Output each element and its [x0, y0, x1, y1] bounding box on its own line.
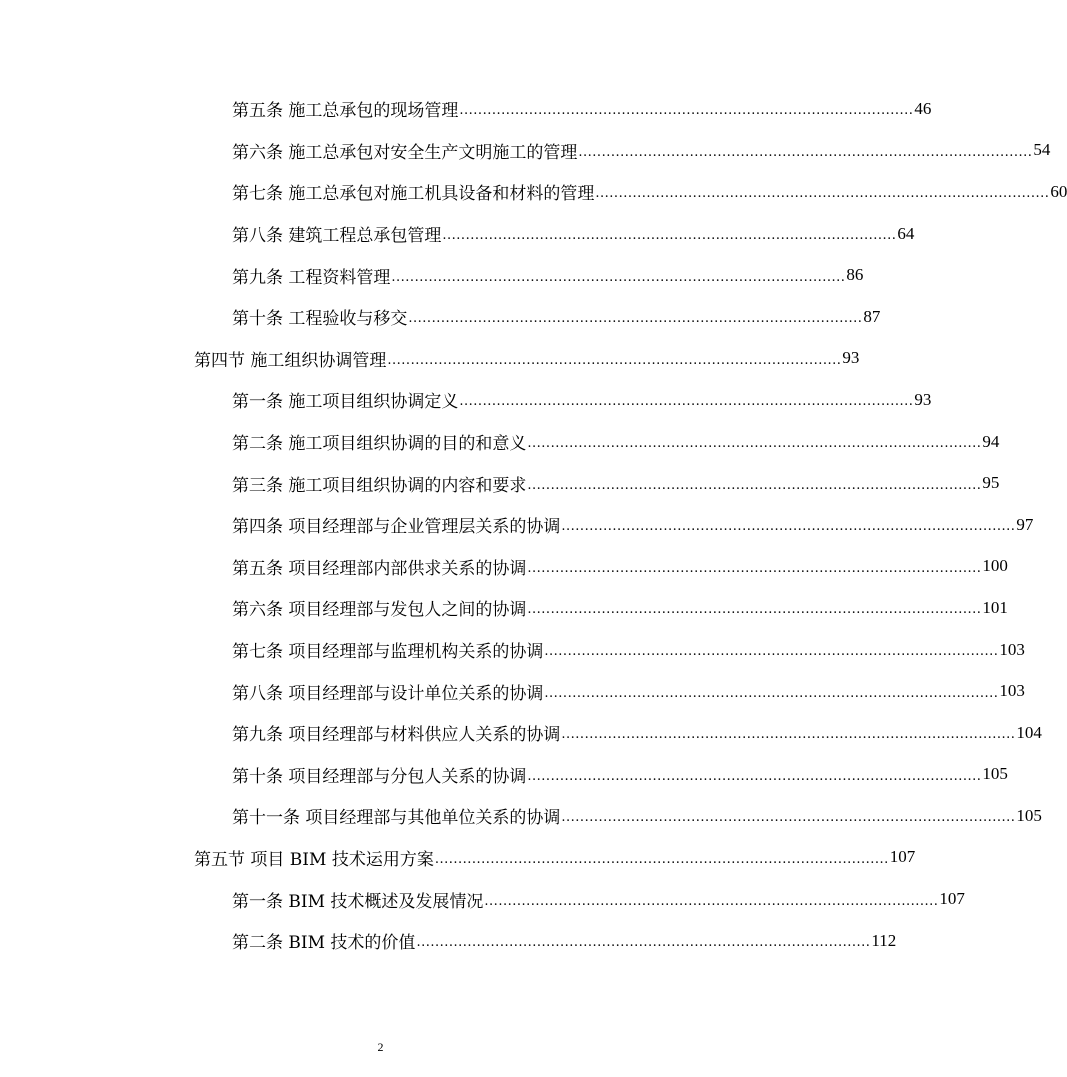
toc-entry[interactable]	[0, 254, 864, 296]
toc-entry[interactable]	[0, 629, 1025, 671]
dot-leader: ..................................................................................................	[459, 103, 914, 119]
toc-entry-title: 第十条 工程验收与移交	[232, 309, 408, 330]
dot-leader: ..................................................................................................	[527, 477, 982, 493]
toc-entry-page: 103	[999, 681, 1025, 701]
toc-entry-title: 第三条 施工项目组织协调的内容和要求	[232, 475, 527, 496]
toc-entry-page: 54	[1033, 140, 1051, 160]
toc-section-entry[interactable]	[0, 837, 916, 879]
toc-entry-title: 第八条 建筑工程总承包管理	[232, 226, 442, 247]
toc-entry-page: 107	[889, 847, 916, 867]
toc-entry-title: 第二条 施工项目组织协调的目的和意义	[232, 434, 527, 455]
toc-entry-title: 第十一条 项目经理部与其他单位关系的协调	[232, 808, 561, 829]
toc-entry-title: 第六条 项目经理部与发包人之间的协调	[232, 600, 527, 621]
toc-entry-page: 93	[842, 348, 860, 368]
toc-entry[interactable]	[0, 462, 1000, 504]
toc-entry-page: 107	[939, 889, 965, 909]
toc-entry-page: 100	[982, 556, 1008, 576]
toc-entry[interactable]	[0, 130, 1051, 172]
toc-entry-title: 第二条 BIM 技术的价值	[232, 933, 416, 954]
toc-entry-page: 105	[1016, 805, 1042, 825]
dot-leader: ..................................................................................................	[578, 144, 1033, 160]
toc-entry-page: 101	[982, 597, 1008, 617]
toc-entry-page: 60	[1050, 181, 1067, 201]
toc-entry-title: 第九条 工程资料管理	[232, 267, 391, 288]
toc-entry-page: 97	[1016, 514, 1034, 534]
toc-entry-title: 第六条 施工总承包对安全生产文明施工的管理	[232, 142, 578, 163]
toc-entry-page: 93	[914, 389, 932, 409]
toc-entry-page: 104	[1016, 722, 1042, 742]
dot-leader: ..................................................................................................	[544, 685, 999, 701]
toc-entry-title: 第一条 施工项目组织协调定义	[232, 392, 459, 413]
toc-entry-title: 第十条 项目经理部与分包人关系的协调	[232, 766, 527, 787]
page-number: 2	[377, 1040, 384, 1054]
toc-entry[interactable]	[0, 88, 932, 130]
toc-entry[interactable]	[0, 587, 1008, 629]
toc-entry[interactable]	[0, 754, 1008, 796]
toc-entry-page: 105	[982, 764, 1008, 784]
table-of-contents	[0, 88, 1067, 961]
dot-leader: ..................................................................................................	[527, 560, 982, 576]
toc-entry-title: 第四节 施工组织协调管理	[194, 350, 387, 371]
dot-leader: ..................................................................................................	[595, 186, 1050, 202]
dot-leader: ..................................................................................................	[416, 935, 871, 951]
dot-leader: ..................................................................................................	[561, 727, 1016, 743]
dot-leader: ..................................................................................................	[387, 352, 842, 368]
dot-leader: ..................................................................................................	[561, 810, 1016, 826]
toc-entry[interactable]	[0, 379, 932, 421]
dot-leader: ..................................................................................................	[408, 311, 863, 327]
toc-entry[interactable]	[0, 213, 915, 255]
toc-entry-title: 第七条 项目经理部与监理机构关系的协调	[232, 642, 544, 663]
toc-entry-page: 103	[999, 639, 1025, 659]
toc-entry-title: 第五条 施工总承包的现场管理	[232, 101, 459, 122]
toc-entry-page: 64	[897, 223, 915, 243]
toc-entry-title: 第八条 项目经理部与设计单位关系的协调	[232, 683, 544, 704]
toc-entry-page: 95	[982, 473, 1000, 493]
toc-entry[interactable]	[0, 920, 897, 962]
dot-leader: ..................................................................................................	[442, 228, 897, 244]
toc-entry[interactable]	[0, 670, 1025, 712]
toc-entry[interactable]	[0, 296, 881, 338]
dot-leader: ..................................................................................................	[527, 436, 982, 452]
toc-entry[interactable]	[0, 712, 1042, 754]
dot-leader: ..................................................................................................	[484, 893, 939, 909]
dot-leader: ..................................................................................................	[561, 519, 1016, 535]
dot-leader: ..................................................................................................	[391, 269, 846, 285]
toc-entry-title: 第五节 项目 BIM 技术运用方案	[194, 849, 434, 870]
toc-entry[interactable]	[0, 421, 1000, 463]
toc-entry-page: 86	[846, 265, 864, 285]
toc-entry[interactable]	[0, 546, 1008, 588]
toc-entry-page: 94	[982, 431, 1000, 451]
toc-entry-title: 第五条 项目经理部内部供求关系的协调	[232, 558, 527, 579]
toc-entry[interactable]	[0, 878, 965, 920]
toc-entry[interactable]	[0, 504, 1034, 546]
dot-leader: ..................................................................................................	[527, 602, 982, 618]
dot-leader: ..................................................................................................	[434, 851, 889, 867]
toc-entry-title: 第七条 施工总承包对施工机具设备和材料的管理	[232, 184, 595, 205]
toc-entry-page: 112	[871, 930, 897, 950]
dot-leader: ..................................................................................................	[527, 768, 982, 784]
toc-entry[interactable]	[0, 795, 1042, 837]
toc-entry-title: 第九条 项目经理部与材料供应人关系的协调	[232, 725, 561, 746]
toc-entry-title: 第四条 项目经理部与企业管理层关系的协调	[232, 517, 561, 538]
dot-leader: ..................................................................................................	[544, 644, 999, 660]
toc-entry-title: 第一条 BIM 技术概述及发展情况	[232, 891, 484, 912]
toc-entry-page: 46	[914, 98, 932, 118]
toc-entry-page: 87	[863, 306, 881, 326]
dot-leader: ..................................................................................................	[459, 394, 914, 410]
toc-entry[interactable]	[0, 171, 1067, 213]
toc-section-entry[interactable]	[0, 338, 860, 380]
